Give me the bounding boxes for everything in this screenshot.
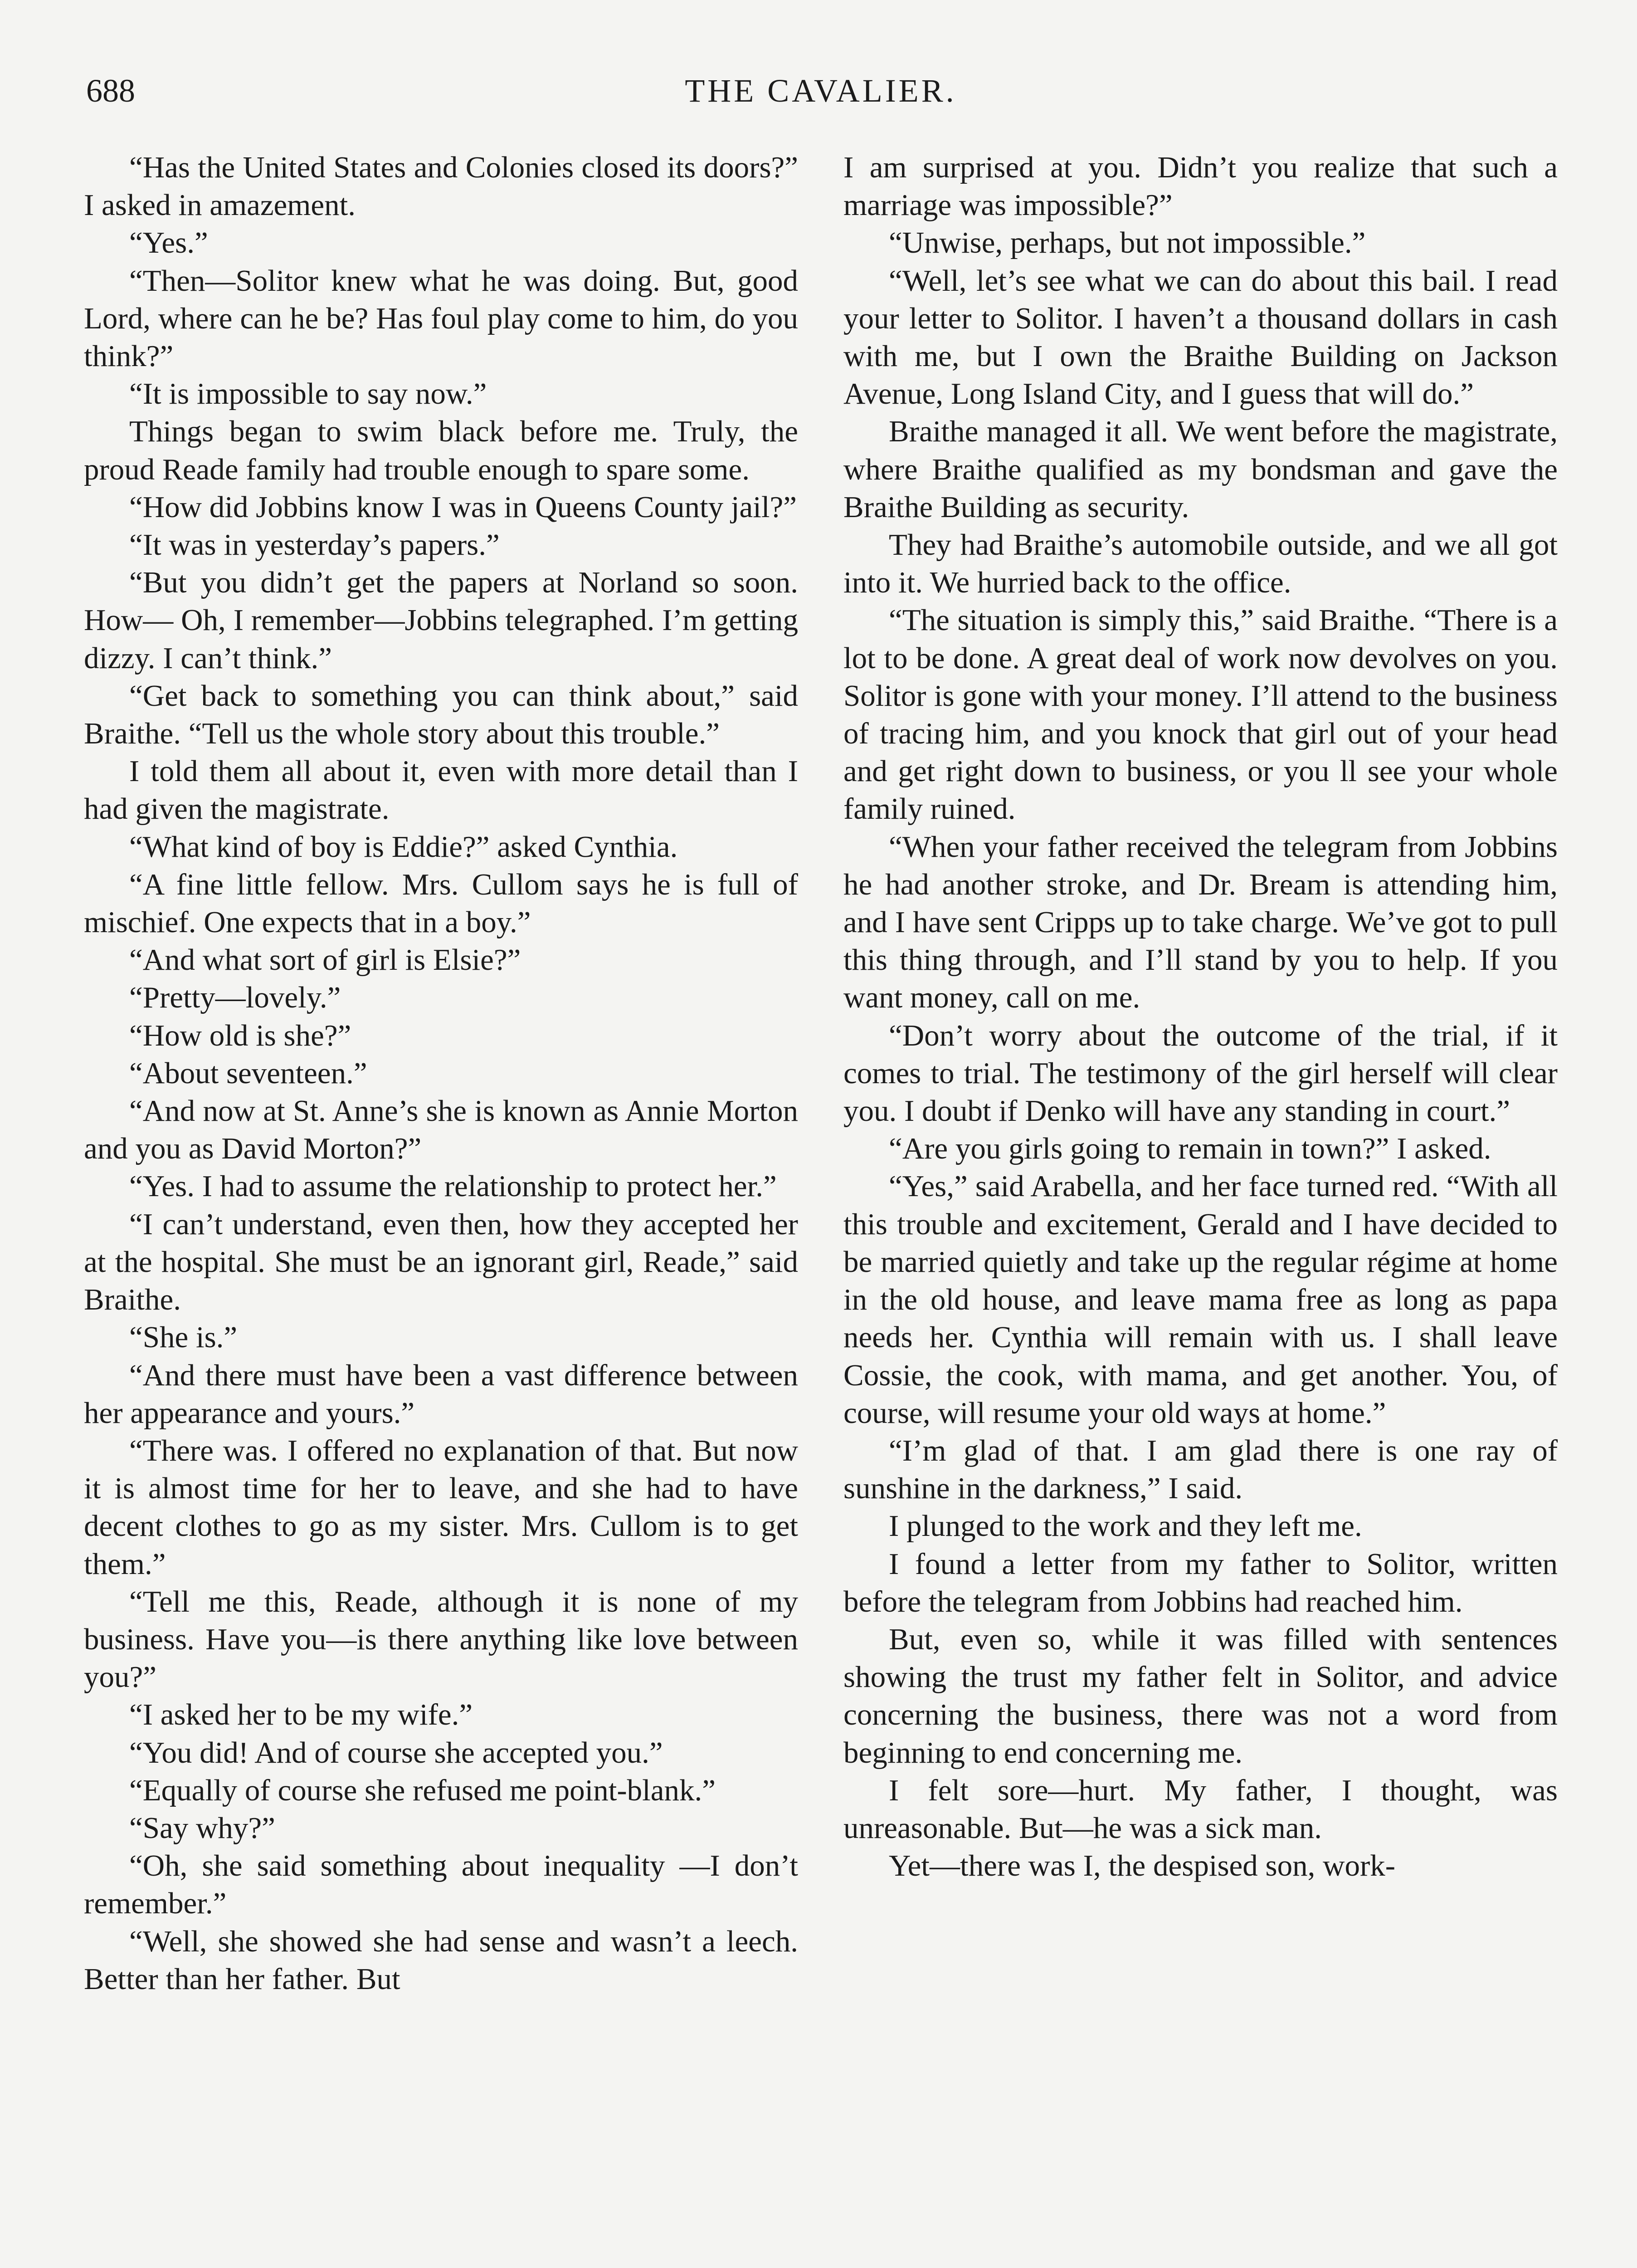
paragraph: “And there must have been a vast difference between her appearance and yours.”	[84, 1358, 798, 1430]
running-head: THE CAVALIER.	[685, 73, 957, 109]
paragraph: “Well, she showed she had sense and wasn’t a leech. Better than her father. But	[84, 1924, 798, 1996]
paragraph: “Pretty—lovely.”	[129, 981, 341, 1015]
paragraph: I plunged to the work and they left me.	[889, 1509, 1362, 1543]
paragraph: But, even so, while it was filled with sentences showing the trust my father felt in Solitor, and advice concerning the business, there was not a word from beginning to end concerning me.	[843, 1622, 1558, 1769]
paragraph: “How did Jobbins know I was in Queens County jail?”	[129, 490, 797, 524]
paragraph: “Yes,” said Arabella, and her face turned red. “With all this trouble and excitement, Gerald and I have decided to be married quietly and take up the regular régime at home in the old house, and leave mama free as long as papa needs her. Cynthia will remain with us. I shall leave Cossie, the cook, with mama, and get another. You, of course, will resume your old ways at home.”	[843, 1169, 1558, 1430]
paragraph: “Get back to something you can think about,” said Braithe. “Tell us the whole story about this trouble.”	[84, 679, 798, 751]
paragraph: “I asked her to be my wife.”	[129, 1698, 473, 1732]
paragraph: “You did! And of course she accepted you.”	[129, 1735, 663, 1769]
paragraph: “Tell me this, Reade, although it is none of my business. Have you—is there anything like love between you?”	[84, 1584, 798, 1694]
paragraph: “A fine little fellow. Mrs. Cullom says he is full of mischief. One expects that in a boy.”	[84, 867, 798, 939]
paragraph: “Yes. I had to assume the relationship to protect her.”	[129, 1169, 777, 1203]
paragraph: “Has the United States and Colonies closed its doors?” I asked in amazement.	[84, 151, 798, 222]
paragraph: Braithe managed it all. We went before the magistrate, where Braithe qualified as my bondsman and gave the Braithe Building as security.	[843, 415, 1558, 524]
paragraph: “And what sort of girl is Elsie?”	[129, 943, 521, 977]
paragraph: “Are you girls going to remain in town?” I asked.	[889, 1132, 1491, 1166]
paragraph: “Then—Solitor knew what he was doing. But, good Lord, where can he be? Has foul play come to him, do you think?”	[84, 264, 798, 373]
paragraph: “Yes.”	[129, 226, 208, 260]
paragraph: “It was in yesterday’s papers.”	[129, 528, 500, 562]
page-header	[86, 68, 1555, 122]
page-number: 688	[86, 73, 135, 109]
paragraph: “How old is she?”	[129, 1018, 351, 1052]
paragraph: “About seventeen.”	[129, 1056, 367, 1090]
paragraph: “Oh, she said something about inequality —I don’t remember.”	[84, 1849, 798, 1921]
paragraph: “But you didn’t get the papers at Norland so soon. How— Oh, I remember—Jobbins telegraphed. I’m getting dizzy. I can’t think.”	[84, 566, 798, 675]
paragraph: “I can’t understand, even then, how they accepted her at the hospital. She must be an ignorant girl, Reade,” said Braithe.	[84, 1207, 798, 1317]
paragraph-continuation: I am surprised at you. Didn’t you realize that such a marriage was impossible?”	[843, 151, 1558, 222]
paragraph: “The situation is simply this,” said Braithe. “There is a lot to be done. A great deal of work now devolves on you. Solitor is gone with your money. I’ll attend to the business of tracing him, and you knock that girl out of your head and get right down to business, or you ll see your whole family ruined.	[843, 603, 1558, 826]
paragraph: “Say why?”	[129, 1811, 275, 1845]
paragraph: “She is.”	[129, 1320, 238, 1354]
paragraph: “When your father received the telegram from Jobbins he had another stroke, and Dr. Bream is attending him, and I have sent Cripps up to take charge. We’ve got to pull this thing through, and I’ll stand by you to help. If you want money, call on me.	[843, 830, 1558, 1015]
left-text-column	[84, 149, 798, 1998]
paragraph: They had Braithe’s automobile outside, and we all got into it. We hurried back to the office.	[843, 528, 1558, 600]
paragraph: “I’m glad of that. I am glad there is one ray of sunshine in the darkness,” I said.	[843, 1433, 1558, 1505]
paragraph: “And now at St. Anne’s she is known as Annie Morton and you as David Morton?”	[84, 1094, 798, 1166]
paragraph: “Well, let’s see what we can do about this bail. I read your letter to Solitor. I haven’t a thousand dollars in cash with me, but I own the Braithe Building on Jackson Avenue, Long Island City, and I guess that will do.”	[843, 264, 1558, 411]
paragraph: I found a letter from my father to Solitor, written before the telegram from Jobbins had reached him.	[843, 1547, 1558, 1618]
right-text-column	[843, 149, 1558, 1885]
paragraph: I felt sore—hurt. My father, I thought, was unreasonable. But—he was a sick man.	[843, 1773, 1558, 1845]
paragraph: “It is impossible to say now.”	[129, 377, 487, 411]
paragraph: “Unwise, perhaps, but not impossible.”	[889, 226, 1366, 260]
paragraph: I told them all about it, even with more detail than I had given the magistrate.	[84, 754, 798, 826]
paragraph: “Don’t worry about the outcome of the trial, if it comes to trial. The testimony of the girl herself will clear you. I doubt if Denko will have any standing in court.”	[843, 1018, 1558, 1128]
paragraph: “What kind of boy is Eddie?” asked Cynthia.	[129, 830, 678, 864]
paragraph: “There was. I offered no explanation of that. But now it is almost time for her to leave, and she had to have decent clothes to go as my sister. Mrs. Cullom is to get them.”	[84, 1433, 798, 1581]
paragraph: Yet—there was I, the despised son, work-	[889, 1849, 1396, 1883]
paragraph: Things began to swim black before me. Truly, the proud Reade family had trouble enough to spare some.	[84, 415, 798, 486]
paragraph: “Equally of course she refused me point-blank.”	[129, 1773, 716, 1807]
